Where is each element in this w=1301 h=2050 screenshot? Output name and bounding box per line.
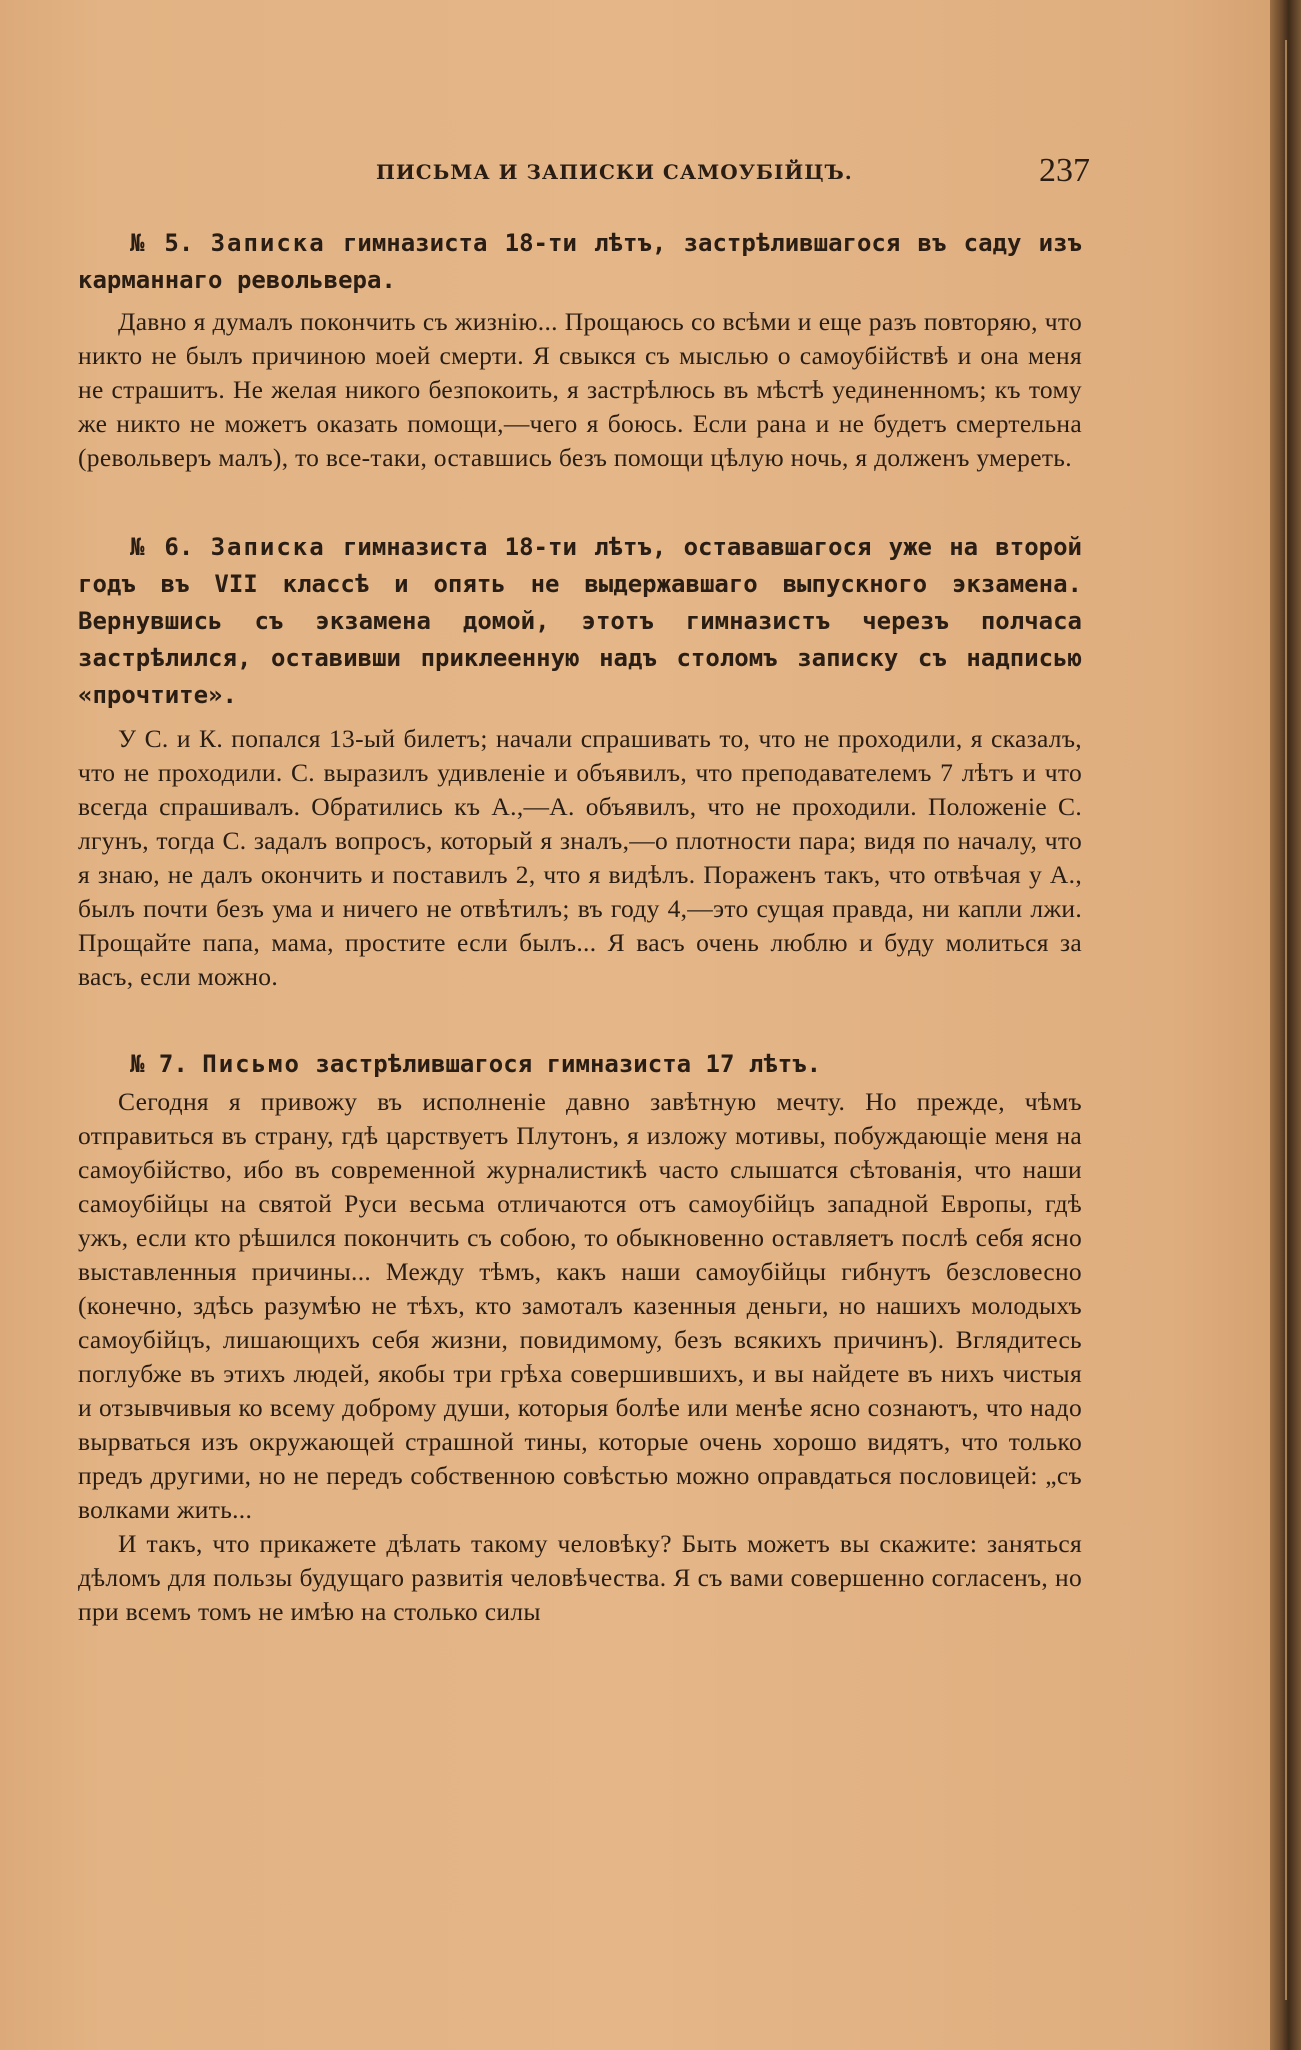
entry-paragraph: Давно я думалъ покончить съ жизнію... Прощаюсь со всѣми и еще разъ повторяю, что никто не былъ причиною моей смерти. Я свыкся съ мыслью о самоубійствѣ и она меня не страшитъ. Не желая никого безпокоить, я застрѣлюсь въ мѣстѣ уединенномъ; къ тому же никто не можетъ оказать помощи,—чего я боюсь. Если рана и не будетъ смертельна (револьверъ малъ), то все-таки, оставшись безъ помощи цѣлую ночь, я долженъ умереть. (78, 307, 1082, 472)
entry-title-word: Записка (210, 229, 326, 257)
entry-paragraph: У С. и К. попался 13-ый билетъ; начали спрашивать то, что не проходили, я сказалъ, что не проходили. С. выразилъ удивленіе и объявилъ, что преподавателемъ 7 лѣтъ и что всегда спрашивалъ. Обратились къ А.,—А. объявилъ, что не проходили. Положеніе С. лгунъ, тогда С. задалъ вопросъ, который я зналъ,—о плотности пара; видя по началу, что я знаю, не далъ окончить и поставилъ 2, что я видѣлъ. Пораженъ такъ, что отвѣчая у А., былъ почти безъ ума и ничего не отвѣтилъ; въ году 4,—это сущая правда, ни капли лжи. Прощайте папа, мама, простите если былъ... Я васъ очень люблю и буду молиться за васъ, если можно. (78, 724, 1082, 991)
page-body (78, 225, 1082, 1629)
entry-title-word: Записка (210, 533, 326, 561)
entry-7 (78, 1046, 1082, 1629)
entry-title-word: Письмо (202, 1050, 301, 1078)
page-header (130, 152, 1090, 198)
entry-heading (78, 225, 1082, 299)
entry-5 (78, 225, 1082, 475)
entry-separator (78, 475, 1082, 529)
entry-paragraph: И такъ, что прикажете дѣлать такому человѣку? Быть можетъ вы скажите: заняться дѣломъ для пользы будущаго развитія человѣчества. Я съ вами совершенно согласенъ, но при всемъ томъ не имѣю на столько силы (78, 1529, 1082, 1626)
running-title: ПИСЬМА И ЗАПИСКИ САМОУБІЙЦЪ. (376, 160, 853, 184)
entry-title-rest: гимназиста 18-ти лѣтъ, застрѣлившагося въ саду изъ карманнаго револьвера. (78, 229, 1083, 294)
book-spine-edge (1270, 0, 1301, 2050)
entry-title-rest: гимназиста 18-ти лѣтъ, остававшагося уже на второй годъ въ VII классѣ и опять не выдержавшаго выпускного экзамена. Вернувшись съ экзамена домой, этотъ гимназистъ черезъ полчаса застрѣлился, оставивши приклеенную надъ столомъ записку съ надписью «прочтите». (78, 533, 1083, 709)
entry-separator (78, 994, 1082, 1046)
entry-paragraph: Сегодня я привожу въ исполненіе давно завѣтную мечту. Но прежде, чѣмъ отправиться въ страну, гдѣ царствуетъ Плутонъ, я изложу мотивы, побуждающіе меня на самоубійство, ибо въ современной журналистикѣ часто слышатся сѣтованія, что наши самоубійцы на святой Руси весьма отличаются отъ самоубійцъ западной Европы, гдѣ ужъ, если кто рѣшился покончить съ собою, то обыкновенно оставляетъ послѣ себя ясно выставленныя причины... Между тѣмъ, какъ наши самоубійцы гибнутъ безсловесно (конечно, здѣсь разумѣю не тѣхъ, кто замоталъ казенныя деньги, но нашихъ молодыхъ самоубійцъ, лишающихъ себя жизни, повидимому, безъ всякихъ причинъ). Вглядитесь поглубже въ этихъ людей, якобы три грѣха совершившихъ, и вы найдете въ нихъ чистыя и отзывчивыя ко всему доброму души, которыя болѣе или менѣе ясно сознаютъ, что надо вырваться изъ окружающей страшной тины, которые очень хорошо видятъ, что только предъ другими, но не передъ собственною совѣстью можно оправдаться пословицей: „съ волками жить... (78, 1087, 1082, 1524)
entry-title-rest: застрѣлившагося гимназиста 17 лѣтъ. (315, 1050, 822, 1078)
entry-number: № 7. (130, 1050, 188, 1078)
entry-heading (78, 529, 1082, 714)
spine-highlight (1285, 40, 1287, 2000)
entry-number: № 5. (130, 229, 194, 257)
entry-6 (78, 529, 1082, 994)
page-number: 237 (1039, 152, 1090, 189)
entry-heading (78, 1046, 1082, 1083)
entry-number: № 6. (130, 533, 194, 561)
